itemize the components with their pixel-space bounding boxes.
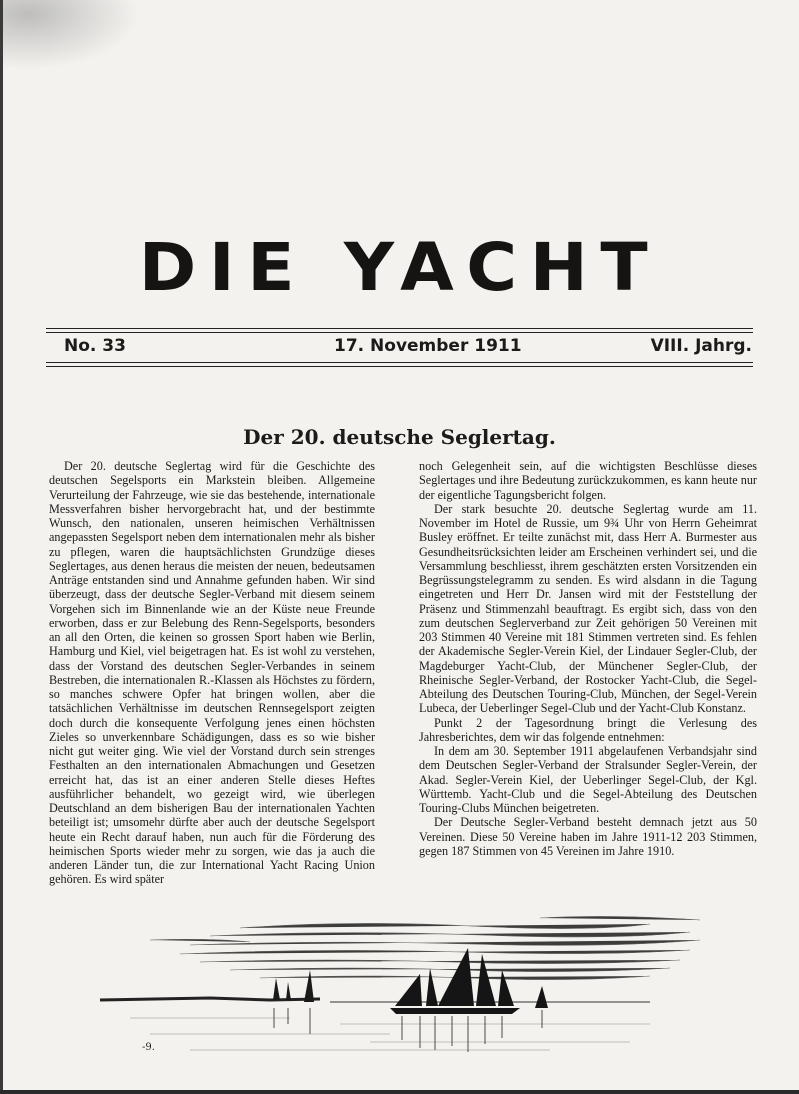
article-paragraph-continuation: noch Gelegenheit sein, auf die wichtigsten Beschlüsse dieses Seglertages und ihre Bedeutung zurückzukommen, es kann heute nur der eigentliche Tagungsbericht folgen. — [419, 459, 757, 502]
header-rule-top — [46, 328, 753, 329]
page-edge-left — [0, 0, 3, 1094]
sailing-boats-illustration — [90, 910, 710, 1060]
article-paragraph: Der 20. deutsche Seglertag wird für die Geschichte des deutschen Segelsports ein Markstein bleiben. Allgemeine Verurteilung der Fahrzeuge, wie sie das bestehende, internationale Messverfahren bisher hervorgebracht hat, und der bestimmte Wunsch, den nationalen, unseren heimischen Verhältnissen angepassten Segelsport neben dem internationalen mehr als bisher zu pflegen, waren die hauptsächlichsten Grundzüge dieses Seglertages, aus denen heraus die meisten der neuen, bedeutsamen Anträge entstanden sind und Annahme gefunden haben. Wir sind überzeugt, dass der deutsche Segler-Verband mit diesem seinem Vorgehen sich im Binnenlande wie an der Küste neue Freunde erworben, dass er zur Belebung des Renn-Segelsports, besonders an all den Orten, die keinen so grossen Sport haben wie Berlin, Hamburg und Kiel, viel beigetragen hat. Es ist wohl zu verstehen, dass der Vorstand des deutschen Segler-Verbandes in seinem Bestreben, die internationalen R.-Klassen als Höchstes zu fördern, so manches schwere Opfer hat bringen wollen, aber die tatsächlichen Verhältnisse im deutschen Rennsegelsport zeigten doch durch die konsequente Verfolgung jenes einen höchsten Zieles so unverkennbare Schädigungen, dass es so wie bisher nicht gut weiter ging. Wie viel der Vorstand durch sein strenges Festhalten an den internationalen Abmachungen und Gesetzen erreicht hat, das ist an einer anderen Stelle dieses Heftes ausführlicher behandelt, wo gezeigt wird, wie überlegen Deutschland an dem bisherigen Bau der internationalen Yachten beteiligt ist; umsomehr dürfte aber auch der deutsche Segelsport heute ein Recht darauf haben, nun auch für die Förderung des heimischen Sports wieder mehr zu sorgen, wie das ja auch die anderen Länder tun, die zur International Yacht Racing Union gehören. Es wird später — [49, 459, 375, 887]
article-paragraph: Der stark besuchte 20. deutsche Seglertag wurde am 11. November im Hotel de Russie, um 9¾ Uhr von Herrn Geheimrat Busley eröffnet. Er teilte zunächst mit, dass Herr A. Burmester aus Gesundheitsrücksichten leider am Erscheinen verhindert sei, und die Versammlung beschliesst, ihrem geschätzten ersten Vorsitzenden ein Begrüssungstelegramm zu senden. Es wird alsdann in die Tagung eingetreten und Herr Dr. Jansen wird mit der Feststellung der Präsenz und Stimmenzahl beauftragt. Es ergibt sich, dass von den zum deutschen Seglerverband zur Zeit gehörigen 50 Vereinen mit 203 Stimmen 40 Vereine mit 181 Stimmen vertreten sind. Es fehlen der Akademische Segler-Verein Kiel, der Lindauer Segler-Club, der Magdeburger Yacht-Club, der Münchener Segler-Club, der Rheinische Segler-Verband, der Rostocker Yacht-Club, die Segel-Abteilung des Deutschen Touring-Club, München, der Segel-Verein Lubeca, der Ueberlinger Segel-Club und der Yacht-Club Konstanz. — [419, 501, 757, 716]
issue-year: VIII. Jahrg. — [650, 336, 752, 356]
header-rule-bottom-thin — [46, 366, 753, 367]
issue-number: No. 33 — [64, 336, 126, 356]
article-paragraph: Der Deutsche Segler-Verband besteht demnach jetzt aus 50 Vereinen. Diese 50 Vereine haben im Jahre 1911-12 203 Stimmen, gegen 187 Stimmen von 45 Vereinen im Jahre 1910. — [419, 815, 757, 858]
article-paragraph: Punkt 2 der Tagesordnung bringt die Verlesung des Jahresberichtes, dem wir das folgende entnehmen: — [419, 715, 757, 744]
article-title: Der 20. deutsche Seglertag. — [243, 425, 556, 449]
scan-smudge — [0, 0, 140, 70]
page-edge-bottom — [0, 1090, 799, 1094]
article-column-right — [419, 459, 757, 858]
article-paragraph: In dem am 30. September 1911 abgelaufenen Verbandsjahr sind dem Deutschen Segler-Verband der Stralsunder Segler-Verein, der Akad. Segler-Verein Kiel, der Ueberlinger Segel-Club, der Kgl. Württemb. Yacht-Club und die Segel-Abteilung des Deutschen Touring-Clubs München beigetreten. — [419, 744, 757, 815]
header-rule-top-thin — [46, 332, 753, 333]
masthead-title: DIE YACHT — [138, 229, 661, 306]
issue-date: 17. November 1911 — [334, 336, 522, 356]
issue-info-row — [64, 336, 752, 362]
article-column-left — [49, 459, 375, 887]
svg-text:-9.: -9. — [142, 1042, 155, 1053]
header-rule-bottom — [46, 362, 753, 363]
